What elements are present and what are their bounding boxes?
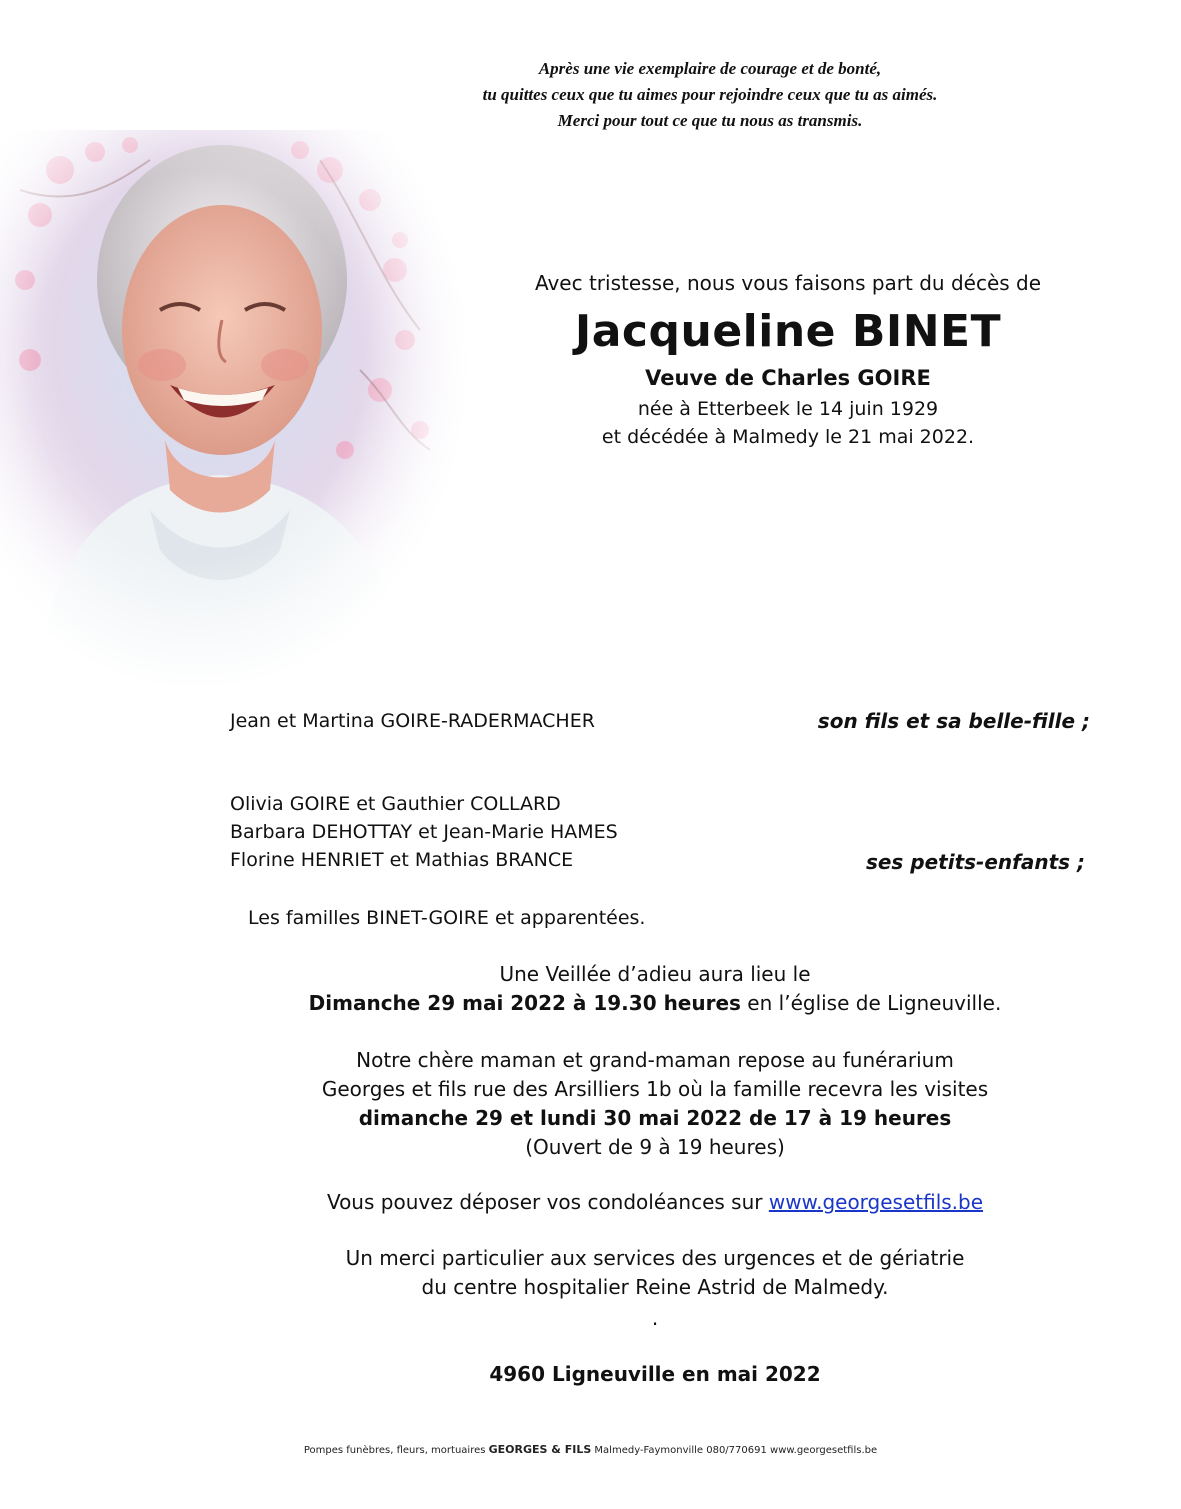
children-row (230, 707, 1090, 735)
children-relation: son fils et sa belle-fille ; (817, 709, 1090, 733)
widow-line: Veuve de Charles GOIRE (645, 366, 931, 390)
wake-block (240, 960, 1070, 1018)
portrait-photo (0, 130, 470, 690)
wake-date: Dimanche 29 mai 2022 à 19.30 heures (308, 991, 741, 1015)
epigraph-line: Après une vie exemplaire de courage et de bonté, (538, 59, 882, 78)
death-line: et décédée à Malmedy le 21 mai 2022. (601, 426, 975, 448)
wake-line: Une Veillée d’adieu aura lieu le (499, 962, 811, 986)
other-families: Les familles BINET-GOIRE et apparentées. (248, 907, 646, 929)
thanks-line: du centre hospitalier Reine Astrid de Malmedy. (421, 1275, 889, 1299)
wake-detail (240, 989, 1070, 1018)
grandchild-pair: Barbara DEHOTTAY et Jean-Marie HAMES (230, 821, 618, 843)
footer-prefix: Pompes funèbres, fleurs, mortuaires (303, 1445, 489, 1456)
grandchildren-relation: ses petits-enfants ; (865, 850, 1085, 874)
deceased-name: Jacqueline BINET (574, 306, 1002, 357)
rest-line: Notre chère maman et grand-maman repose au funérarium (356, 1048, 954, 1072)
footer-suffix: Malmedy-Faymonville 080/770691 www.georgesetfils.be (591, 1445, 878, 1456)
children-names: Jean et Martina GOIRE-RADERMACHER (230, 710, 595, 732)
birth-line: née à Etterbeek le 14 juin 1929 (637, 398, 939, 420)
opening-hours: (Ouvert de 9 à 19 heures) (525, 1135, 785, 1159)
visit-dates-text: dimanche 29 et lundi 30 mai 2022 de 17 à 19 heures (358, 1106, 952, 1130)
grandchild-pair: Olivia GOIRE et Gauthier COLLARD (230, 793, 561, 815)
grandchildren-block (230, 790, 1090, 874)
announcement-intro: Avec tristesse, nous vous faisons part du décès de (534, 271, 1042, 295)
footer (0, 1443, 1181, 1456)
condolences-link[interactable]: www.georgesetfils.be (768, 1190, 984, 1214)
epigraph (300, 56, 1120, 134)
grandchild-pair: Florine HENRIET et Mathias BRANCE (230, 849, 574, 871)
rest-line: Georges et fils rue des Arsilliers 1b où la famille recevra les visites (321, 1077, 989, 1101)
visit-dates (240, 1104, 1070, 1133)
wake-place: en l’église de Ligneuville. (740, 991, 1002, 1015)
footer-brand: GEORGES & FILS (488, 1443, 592, 1456)
condolences-text: Vous pouvez déposer vos condoléances sur (326, 1190, 769, 1214)
condolences-line (240, 1188, 1070, 1217)
epigraph-line: Merci pour tout ce que tu nous as transmis. (557, 111, 863, 130)
thanks-line: Un merci particulier aux services des urgences et de gériatrie (345, 1246, 965, 1270)
separator-dot: . (651, 1306, 659, 1330)
epigraph-line: tu quittes ceux que tu aimes pour rejoindre ceux que tu as aimés. (482, 85, 938, 104)
place-date: 4960 Ligneuville en mai 2022 (489, 1362, 821, 1386)
thanks-block (240, 1244, 1070, 1302)
visits-block (240, 1046, 1070, 1162)
